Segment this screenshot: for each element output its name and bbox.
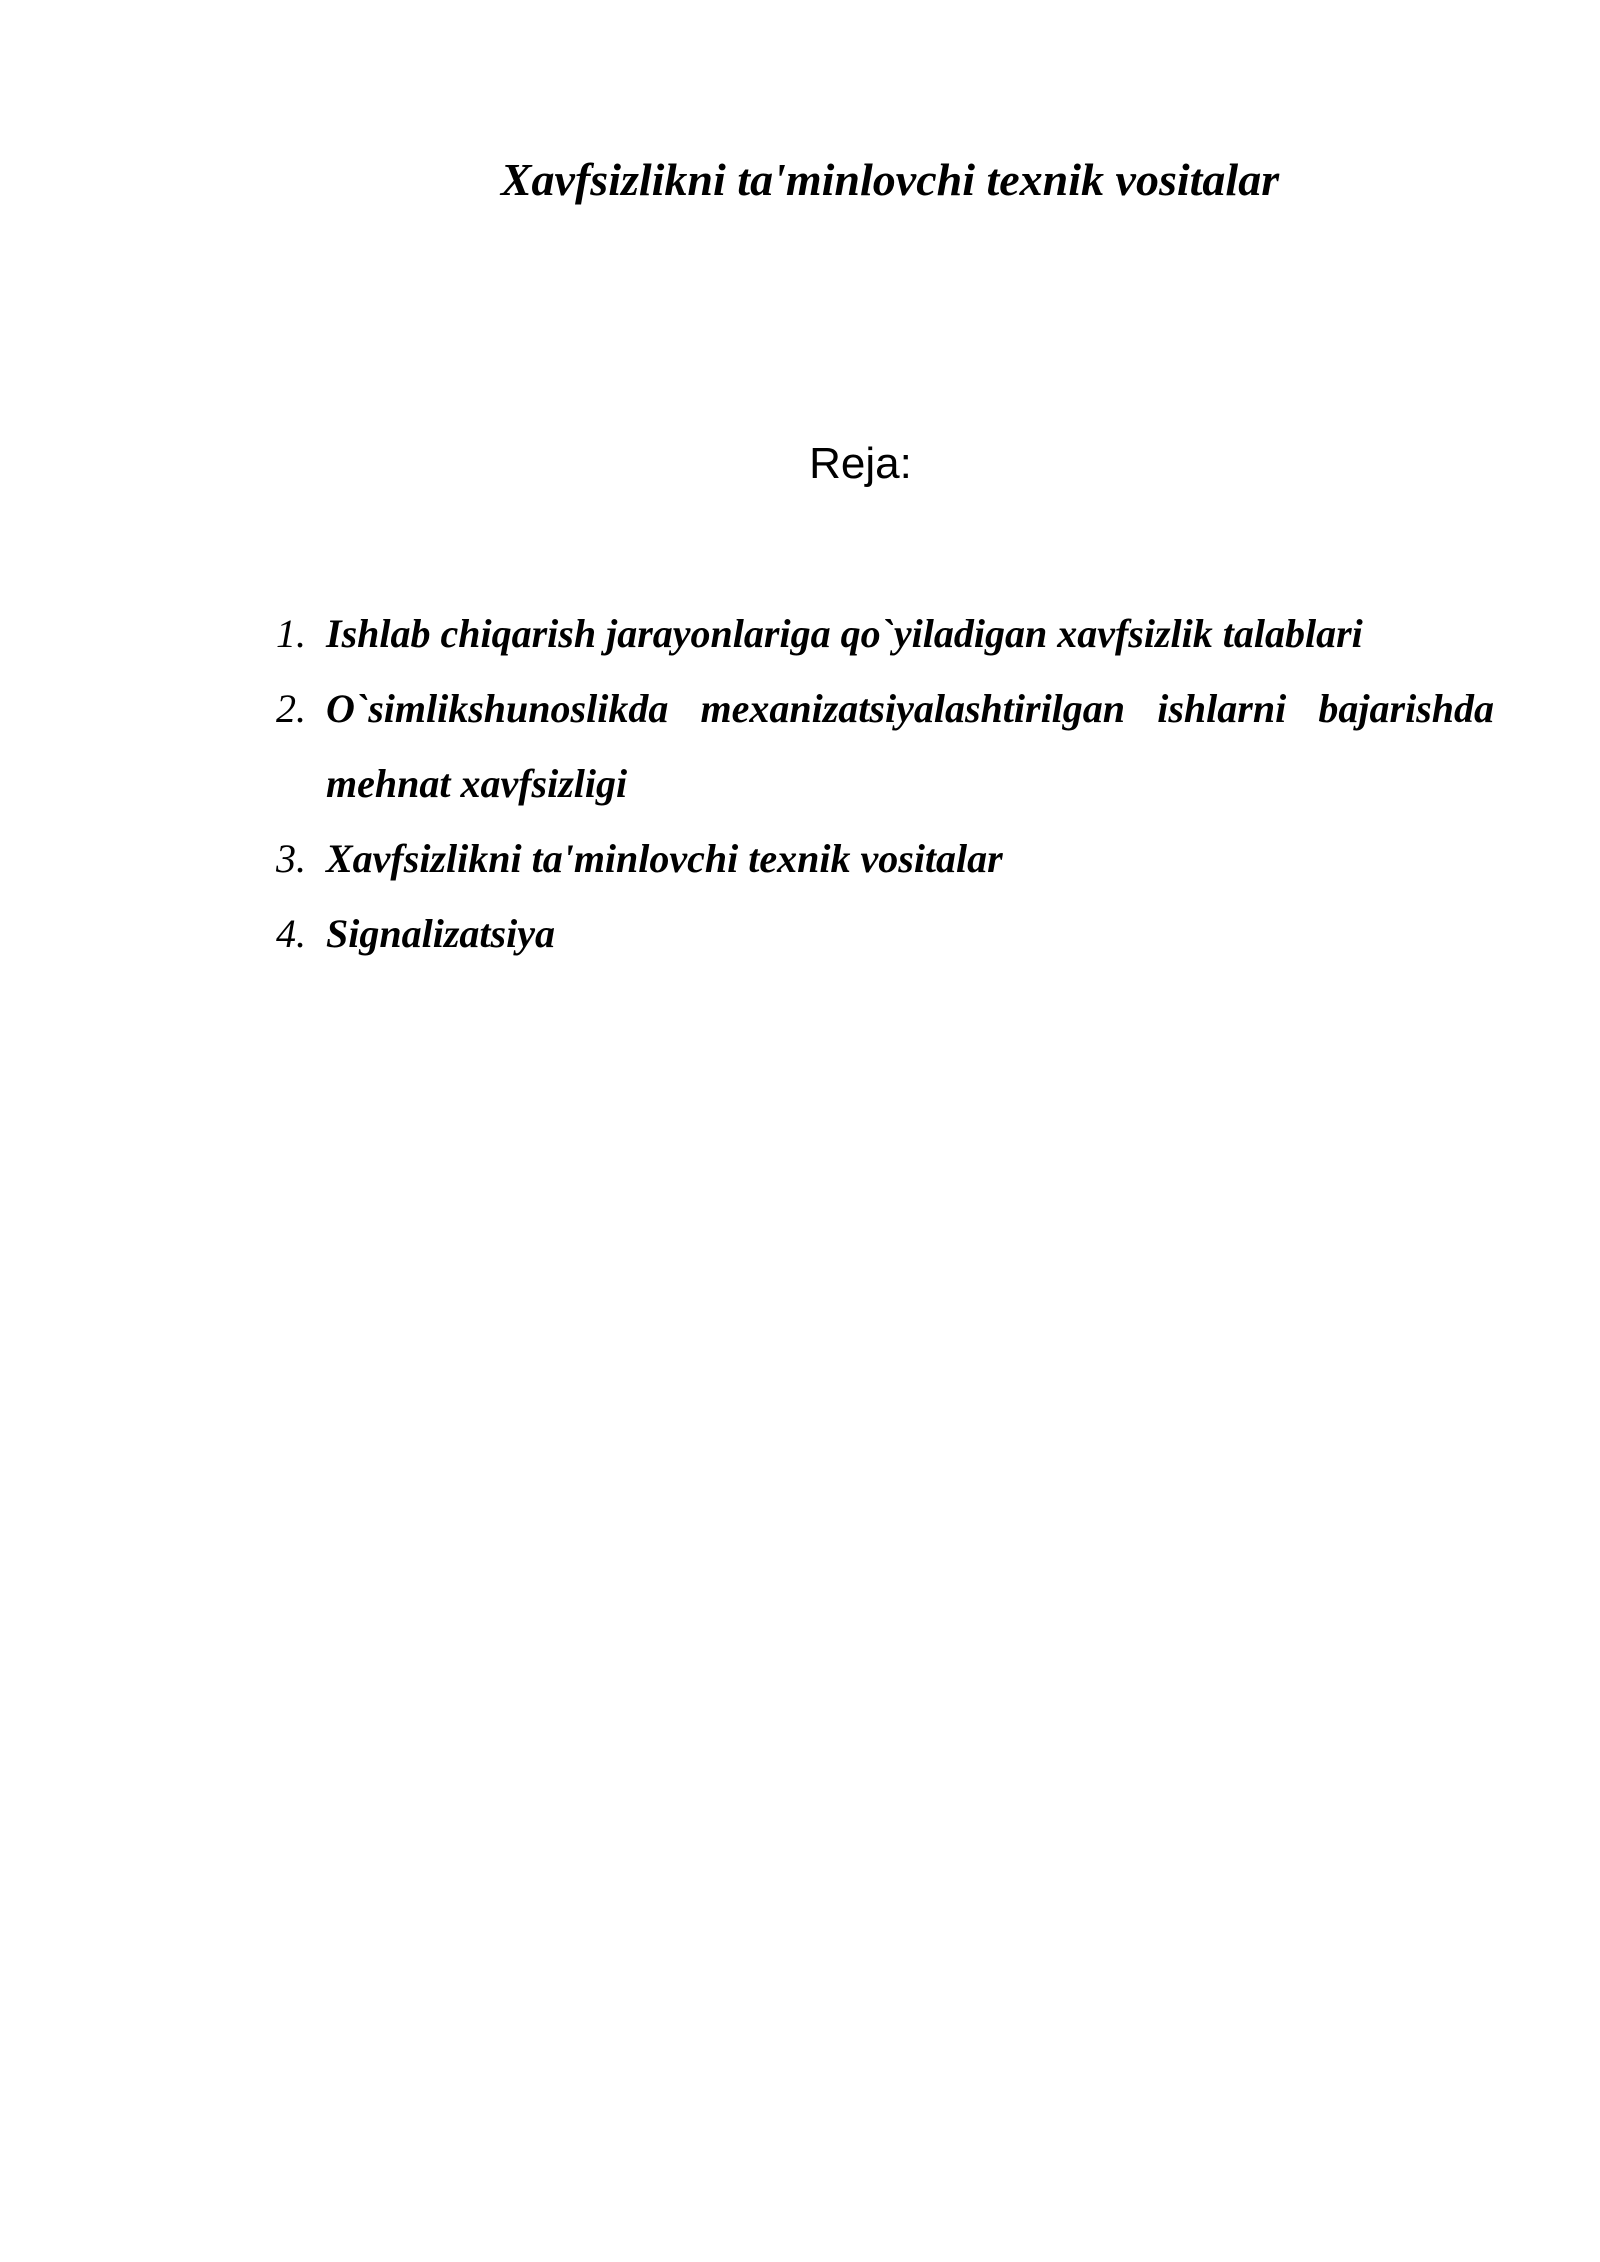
plan-item-1	[271, 596, 1494, 671]
plan-item-number: 2.	[276, 686, 306, 731]
plan-item-number: 4.	[276, 911, 306, 956]
plan-item-number: 1.	[276, 611, 306, 656]
plan-item-text: Signalizatsiya	[326, 911, 555, 956]
plan-item-text: O`simlikshunoslikda mexanizatsiyalashtirilgan ishlarni bajarishda mehnat xavfsizligi	[326, 686, 1494, 806]
plan-list	[271, 596, 1494, 971]
plan-item-3	[271, 821, 1494, 896]
plan-item-2	[271, 671, 1494, 821]
plan-item-text: Ishlab chiqarish jarayonlariga qo`yiladigan xavfsizlik talablari	[326, 611, 1363, 656]
plan-item-number: 3.	[276, 836, 306, 881]
plan-heading: Reja:	[809, 439, 912, 488]
document-title: Xavfsizlikni ta'minlovchi texnik vositalar	[500, 154, 1280, 205]
plan-item-text: Xavfsizlikni ta'minlovchi texnik vositalar	[326, 836, 1003, 881]
plan-item-4	[271, 896, 1494, 971]
